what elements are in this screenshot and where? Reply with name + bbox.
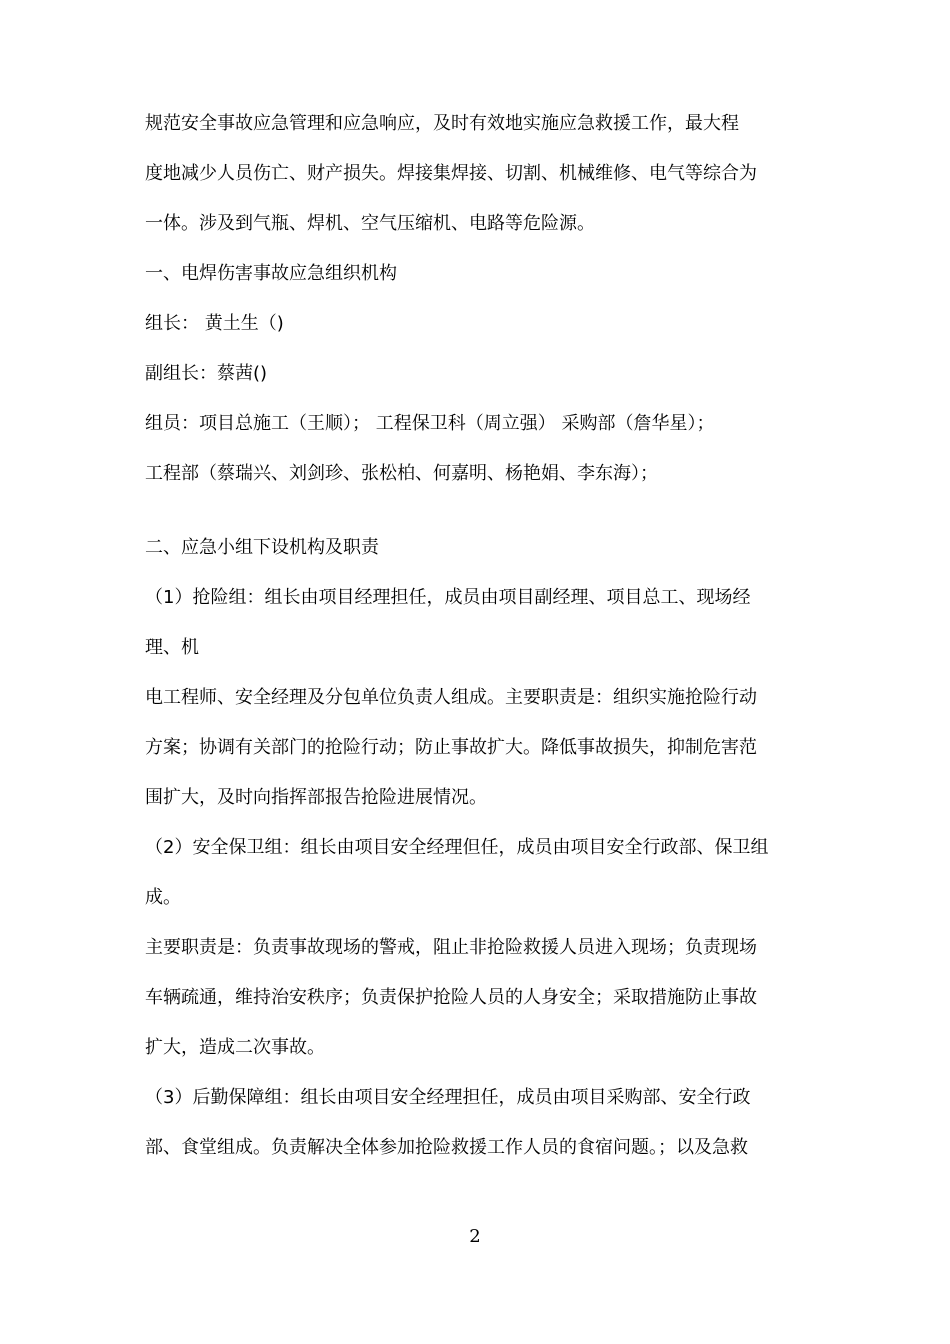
security-group-line-1: （2）安全保卫组：组长由项目安全经理但任，成员由项目安全行政部、保卫组 [145, 837, 769, 858]
team-members-line: 组员：项目总施工（王顺）； 工程保卫科（周立强） 采购部（詹华星）； [145, 413, 715, 434]
document-body [145, 99, 813, 1173]
rescue-group-line-2: 理、机 [145, 637, 199, 658]
logistics-group-line-2: 部、食堂组成。负责解决全体参加抢险救援工作人员的食宿问题。；以及急救 [145, 1137, 748, 1158]
deputy-leader-line: 副组长：蔡茜() [145, 363, 268, 384]
section-heading-2: 二、应急小组下设机构及职责 [145, 537, 379, 558]
page-number: 2 [469, 1226, 481, 1247]
body-line-1: 规范安全事故应急管理和应急响应，及时有效地实施应急救援工作，最大程 [145, 113, 739, 134]
rescue-group-line-1: （1）抢险组：组长由项目经理担任，成员由项目副经理、项目总工、现场经 [145, 587, 751, 608]
engineering-dept-line: 工程部（蔡瑞兴、刘剑珍、张松柏、何嘉明、杨艳娟、李东海）； [145, 463, 658, 484]
security-group-line-2: 成。 [145, 887, 181, 908]
rescue-group-line-5: 围扩大，及时向指挥部报告抢险进展情况。 [145, 787, 487, 808]
security-group-line-4: 车辆疏通，维持治安秩序；负责保护抢险人员的人身安全；采取措施防止事故 [145, 987, 757, 1008]
body-line-3: 一体。涉及到气瓶、焊机、空气压缩机、电路等危险源。 [145, 213, 595, 234]
security-group-line-5: 扩大，造成二次事故。 [145, 1037, 325, 1058]
rescue-group-line-4: 方案；协调有关部门的抢险行动；防止事故扩大。降低事故损失，抑制危害范 [145, 737, 757, 758]
team-leader-line: 组长： 黄土生（) [145, 313, 284, 334]
security-group-line-3: 主要职责是：负责事故现场的警戒，阻止非抢险救援人员进入现场；负责现场 [145, 937, 757, 958]
paragraph-gap [145, 499, 813, 523]
body-line-2: 度地减少人员伤亡、财产损失。焊接集焊接、切割、机械维修、电气等综合为 [145, 163, 757, 184]
section-heading-1: 一、电焊伤害事故应急组织机构 [145, 263, 397, 284]
rescue-group-line-3: 电工程师、安全经理及分包单位负责人组成。主要职责是：组织实施抢险行动 [145, 687, 757, 708]
logistics-group-line-1: （3）后勤保障组：组长由项目安全经理担任，成员由项目采购部、安全行政 [145, 1087, 751, 1108]
